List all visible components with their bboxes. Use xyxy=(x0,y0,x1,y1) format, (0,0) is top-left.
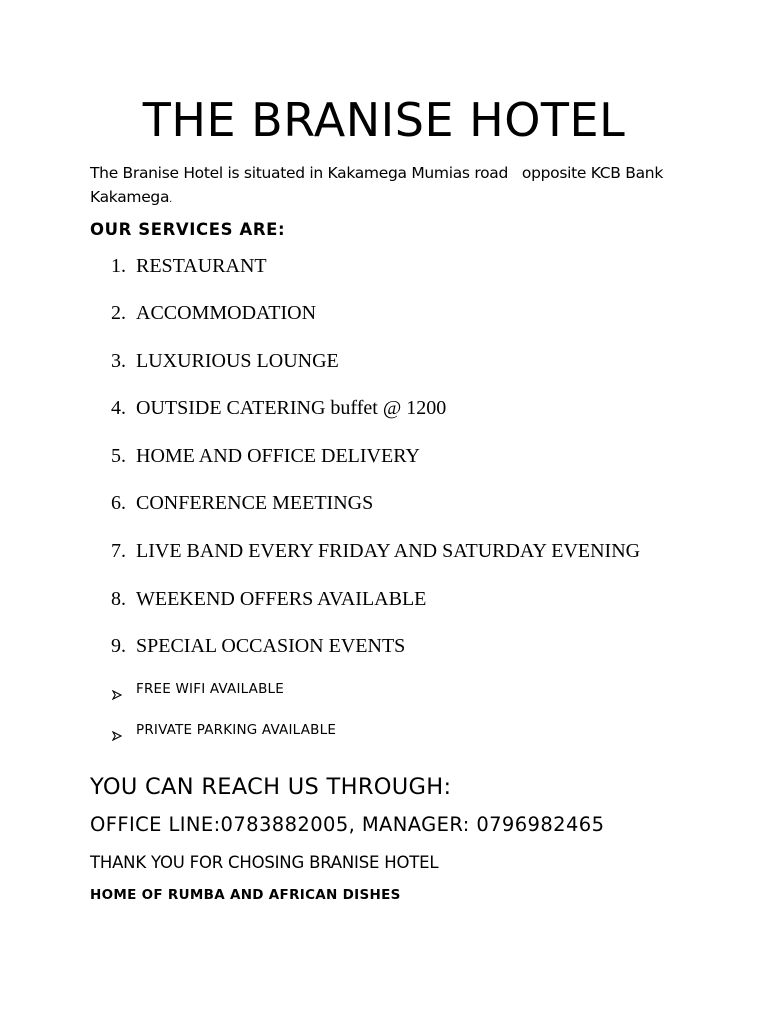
amenity-label: PRIVATE PARKING AVAILABLE xyxy=(136,722,337,738)
service-item xyxy=(0,584,700,614)
intro-text-landmark: opposite KCB Bank Kakamega xyxy=(90,164,663,206)
service-number: 7. xyxy=(111,540,126,562)
service-number: 4. xyxy=(111,397,126,419)
amenity-item xyxy=(0,718,700,742)
arrowhead-bullet-icon xyxy=(112,725,122,735)
service-label: SPECIAL OCCASION EVENTS xyxy=(136,635,406,657)
document-title: THE BRANISE HOTEL xyxy=(142,93,626,147)
service-item xyxy=(0,536,700,566)
service-item xyxy=(0,393,700,423)
service-item xyxy=(0,441,700,471)
service-item xyxy=(0,298,700,328)
contact-heading: YOU CAN REACH US THROUGH: xyxy=(90,774,452,800)
service-number: 2. xyxy=(111,302,126,324)
amenity-label: FREE WIFI AVAILABLE xyxy=(136,681,285,697)
service-item xyxy=(0,346,700,376)
service-label: HOME AND OFFICE DELIVERY xyxy=(136,445,420,467)
service-label: ACCOMMODATION xyxy=(136,302,317,324)
service-number: 6. xyxy=(111,492,126,514)
service-label: CONFERENCE MEETINGS xyxy=(136,492,374,514)
service-number: 8. xyxy=(111,588,126,610)
service-label: LUXURIOUS LOUNGE xyxy=(136,350,339,372)
thank-you-line: THANK YOU FOR CHOSING BRANISE HOTEL xyxy=(90,853,439,872)
service-number: 5. xyxy=(111,445,126,467)
service-number: 1. xyxy=(111,255,126,277)
contact-phone-line: OFFICE LINE:0783882005, MANAGER: 0796982465 xyxy=(90,813,605,836)
service-label: WEEKEND OFFERS AVAILABLE xyxy=(136,588,427,610)
service-number: 3. xyxy=(111,350,126,372)
service-item xyxy=(0,631,700,661)
service-item xyxy=(0,251,700,281)
intro-period: . xyxy=(169,194,173,205)
service-label: LIVE BAND EVERY FRIDAY AND SATURDAY EVENING xyxy=(136,540,641,562)
intro-text-location: The Branise Hotel is situated in Kakamega Mumias road xyxy=(90,164,508,182)
service-label: RESTAURANT xyxy=(136,255,267,277)
service-item xyxy=(0,488,700,518)
service-label: OUTSIDE CATERING buffet @ 1200 xyxy=(136,397,447,419)
tagline: HOME OF RUMBA AND AFRICAN DISHES xyxy=(90,887,401,903)
service-number: 9. xyxy=(111,635,126,657)
intro-paragraph xyxy=(90,161,690,212)
services-heading: OUR SERVICES ARE: xyxy=(90,220,286,239)
amenity-item xyxy=(0,677,700,701)
arrowhead-bullet-icon xyxy=(112,684,122,694)
